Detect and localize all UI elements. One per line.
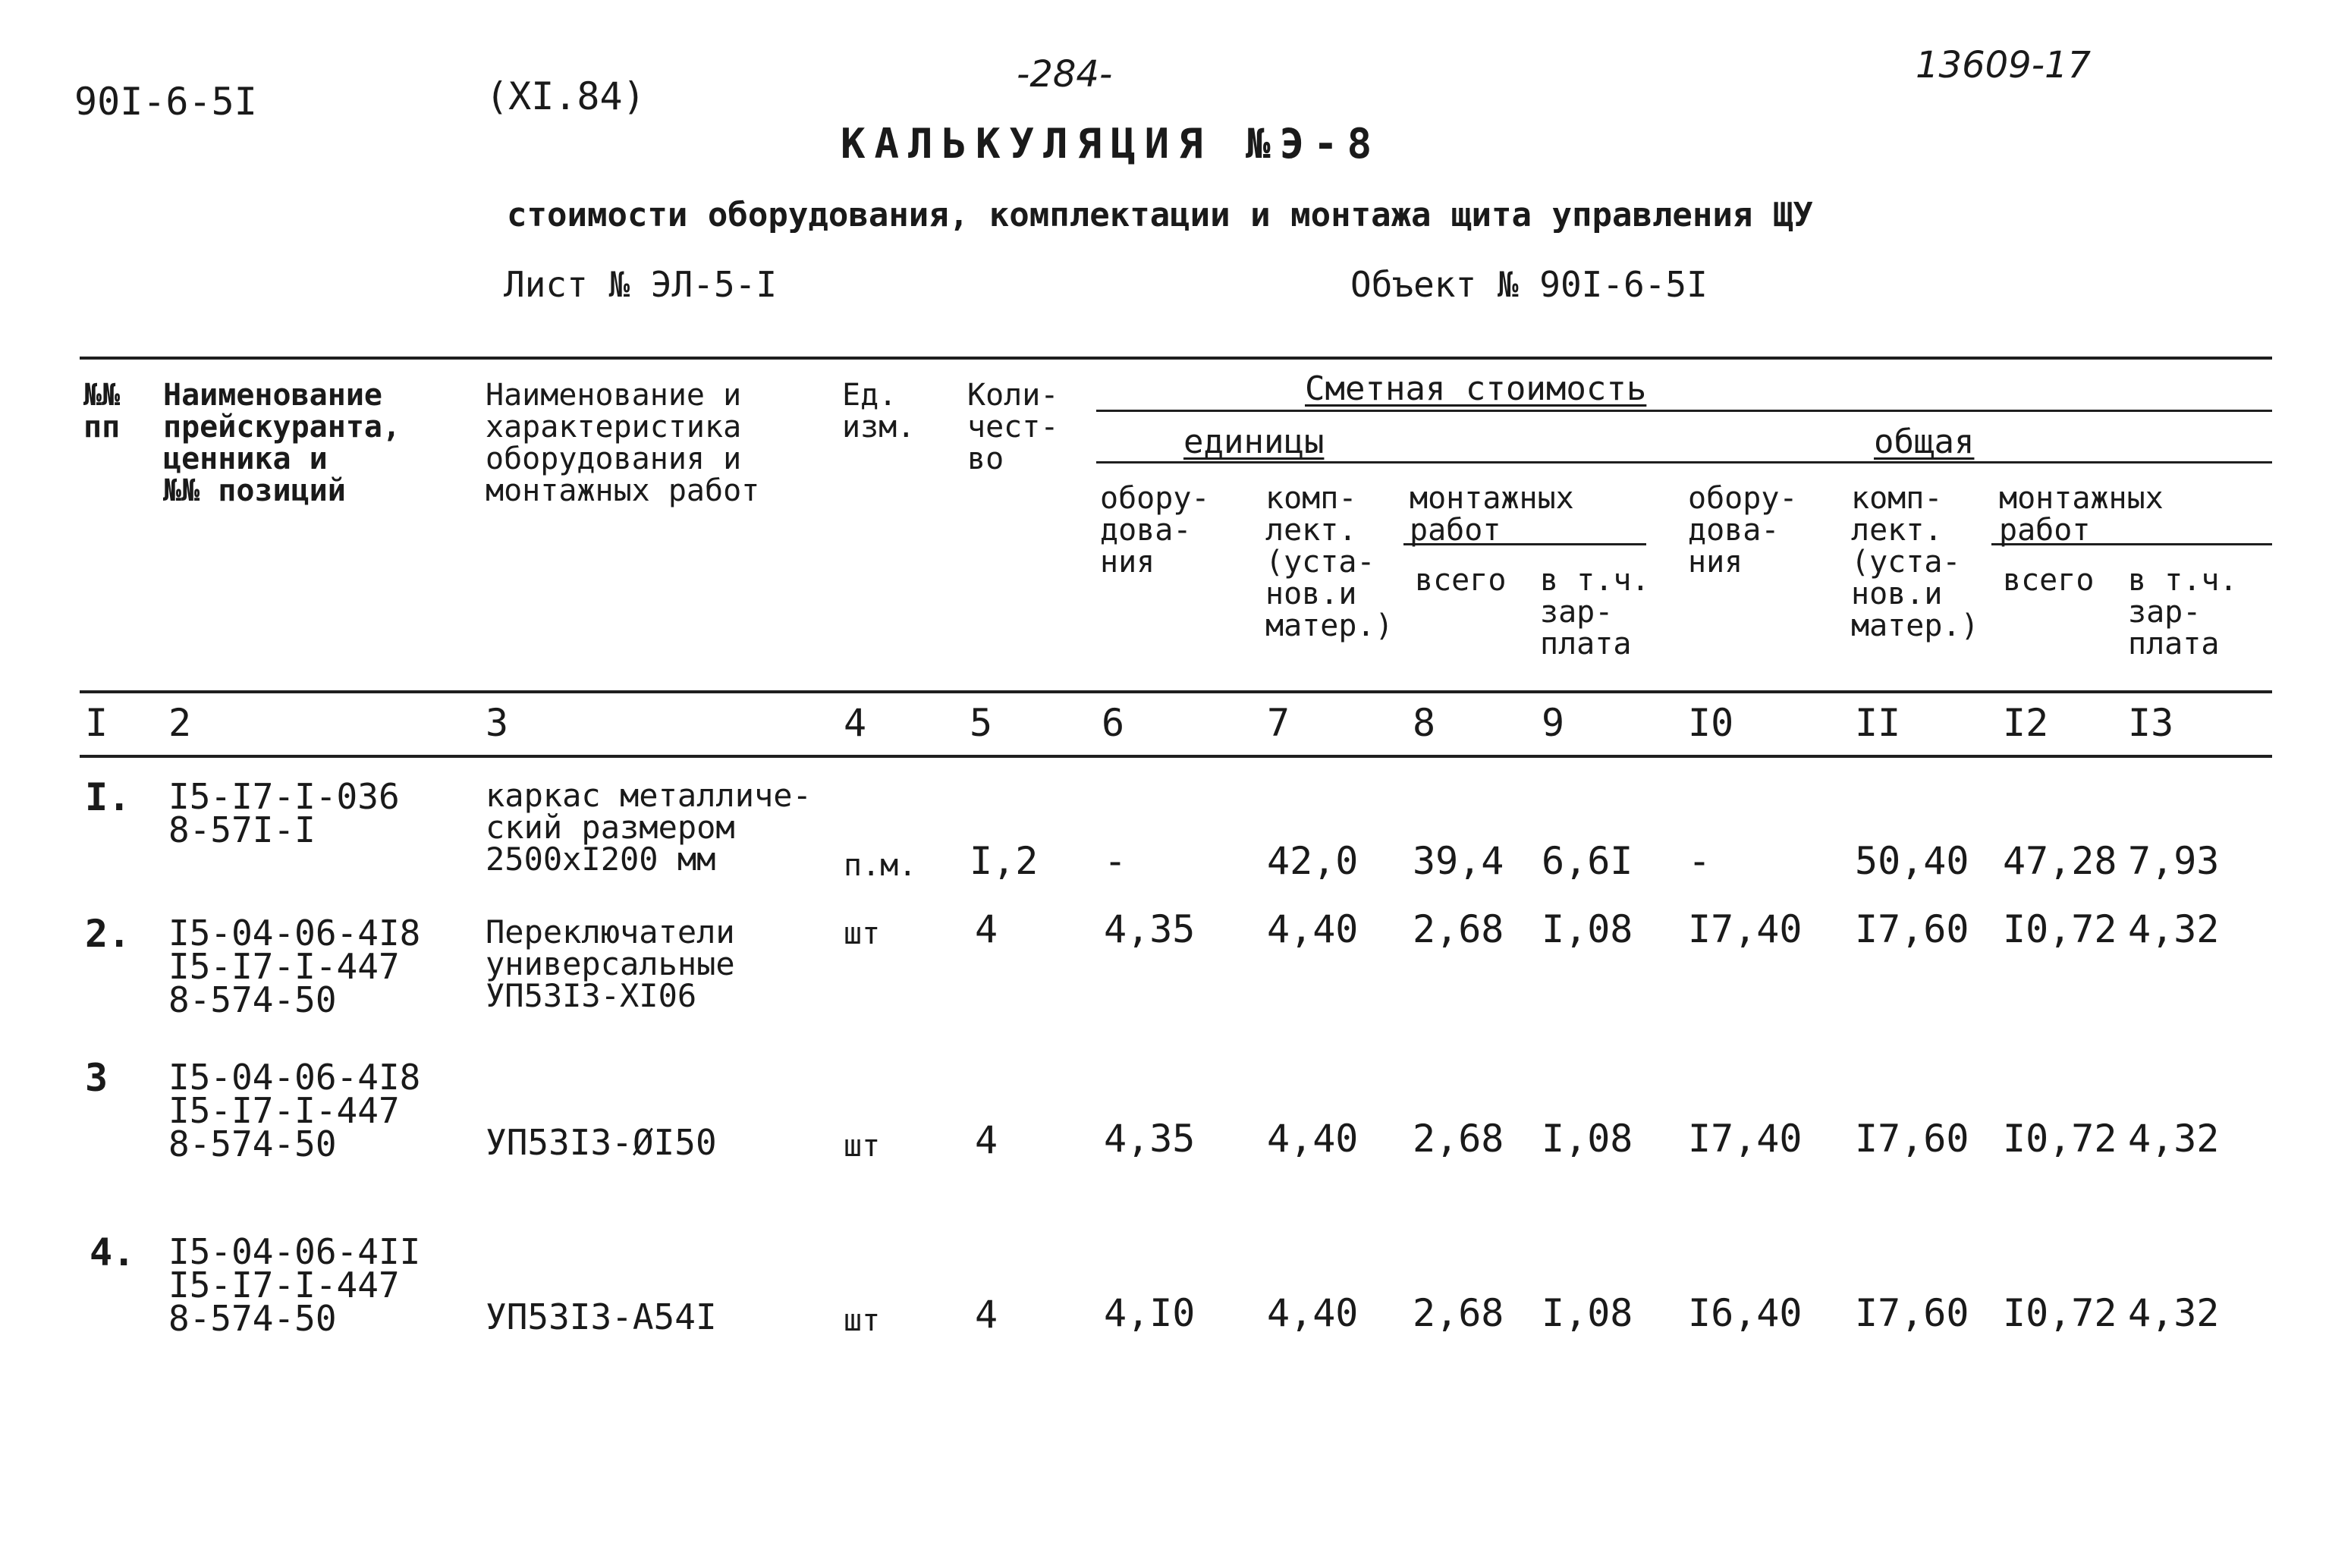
- column-number: 7: [1267, 701, 1290, 745]
- row-unit-installation: 2,68: [1413, 1117, 1504, 1161]
- calc-title: КАЛЬКУЛЯЦИЯ №Э-8: [841, 120, 1381, 168]
- column-number: I: [85, 701, 108, 745]
- header-description: Наименование и характеристика оборудования и монтажных работ: [486, 378, 760, 508]
- table-top-rule: [80, 357, 2272, 360]
- row-unit-wages: I,08: [1542, 1291, 1633, 1335]
- row-total-wages: 4,32: [2128, 1291, 2220, 1335]
- header-total-installation: монтажных работ: [1999, 481, 2164, 548]
- row-description: каркас металличе- ский размером 2500хI200 мм: [486, 777, 812, 878]
- row-total-wages: 7,93: [2128, 839, 2220, 883]
- row-unit-installation: 39,4: [1413, 839, 1504, 883]
- row-unit-completion: 4,40: [1267, 907, 1359, 951]
- row-total-wages: 4,32: [2128, 907, 2220, 951]
- row-codes: I5-04-06-4I8 I5-I7-I-447 8-574-50: [168, 913, 421, 1020]
- column-number: I2: [2003, 701, 2049, 745]
- row-quantity: 4: [975, 907, 998, 951]
- column-number: 9: [1542, 701, 1565, 745]
- row-total-installation: I0,72: [2003, 907, 2117, 951]
- row-total-wages: 4,32: [2128, 1117, 2220, 1161]
- row-unit-completion: 42,0: [1267, 839, 1359, 883]
- column-number: 3: [486, 701, 509, 745]
- row-codes: I5-04-06-4I8 I5-I7-I-447 8-574-50: [168, 1057, 421, 1164]
- row-codes: I5-I7-I-036 8-57I-I: [168, 776, 400, 850]
- row-unit-completion: 4,40: [1267, 1291, 1359, 1335]
- row-description: УП53I3-ØI50: [486, 1122, 717, 1163]
- archive-number: 13609-17: [1916, 44, 2092, 86]
- row-total-equipment: I7,40: [1688, 907, 1803, 951]
- column-number: II: [1855, 701, 1901, 745]
- column-number: I0: [1688, 701, 1734, 745]
- row-total-installation: I0,72: [2003, 1291, 2117, 1335]
- row-quantity: 4: [975, 1118, 998, 1162]
- row-number: 2.: [85, 912, 131, 956]
- row-total-installation: I0,72: [2003, 1117, 2117, 1161]
- doc-date: (XI.84): [486, 74, 646, 118]
- row-unit: шт: [844, 1129, 881, 1164]
- column-number: 8: [1413, 701, 1436, 745]
- row-description: УП53I3-A54I: [486, 1296, 717, 1337]
- column-number: 6: [1102, 701, 1125, 745]
- row-total-installation: 47,28: [2003, 839, 2117, 883]
- colnum-bottom-rule: [80, 755, 2272, 758]
- row-unit-wages: I,08: [1542, 1117, 1633, 1161]
- row-unit-wages: 6,6I: [1542, 839, 1633, 883]
- header-unit-inst-wages: в т.ч. зар- плата: [1540, 563, 1650, 661]
- row-unit: шт: [844, 1303, 881, 1338]
- row-description: Переключатели универсальные УП53I3-XI06: [486, 913, 735, 1014]
- row-number: 4.: [90, 1230, 136, 1274]
- header-total-inst-total: всего: [2003, 563, 2095, 598]
- header-per-unit: единицы: [1183, 423, 1325, 461]
- header-price-list: Наименование прейскуранта, ценника и №№ позиций: [163, 378, 401, 508]
- row-unit-installation: 2,68: [1413, 907, 1504, 951]
- row-unit-equipment: 4,35: [1104, 907, 1196, 951]
- doc-code: 90I-6-5I: [74, 80, 257, 124]
- header-estimated-cost: Сметная стоимость: [1305, 369, 1647, 408]
- row-total-completion: I7,60: [1855, 1117, 1969, 1161]
- row-total-completion: 50,40: [1855, 839, 1969, 883]
- row-unit-equipment: 4,I0: [1104, 1291, 1196, 1335]
- row-total-completion: I7,60: [1855, 1291, 1969, 1335]
- calc-subtitle: стоимости оборудования, комплектации и монтажа щита управления ЩУ: [507, 196, 1813, 234]
- row-number: I.: [85, 775, 131, 819]
- header-unit-completion: комп- лект. (уста- нов.и матер.): [1265, 481, 1394, 643]
- group-rule-2: [1096, 461, 2272, 463]
- header-unit-inst-total: всего: [1415, 563, 1507, 598]
- object-number: Объект № 90I-6-5I: [1350, 264, 1708, 305]
- header-unit-equipment: обору- дова- ния: [1100, 481, 1210, 580]
- row-unit-equipment: -: [1104, 839, 1127, 883]
- sheet-number: Лист № ЭЛ-5-I: [504, 264, 778, 305]
- header-unit-installation: монтажных работ: [1410, 481, 1574, 548]
- header-total: общая: [1874, 423, 1975, 461]
- row-number: 3: [85, 1056, 108, 1100]
- header-unit: Ед. изм.: [842, 378, 916, 445]
- header-total-inst-wages: в т.ч. зар- плата: [2128, 563, 2238, 661]
- row-unit: п.м.: [844, 848, 917, 883]
- row-quantity: 4: [975, 1293, 998, 1337]
- header-quantity: Коли- чест- во: [967, 378, 1059, 476]
- column-number: 5: [970, 701, 993, 745]
- row-total-equipment: I6,40: [1688, 1291, 1803, 1335]
- row-unit-completion: 4,40: [1267, 1117, 1359, 1161]
- group-rule-1: [1096, 410, 2272, 412]
- page-number: -284-: [1017, 53, 1113, 96]
- header-total-completion: комп- лект. (уста- нов.и матер.): [1851, 481, 1979, 643]
- row-unit: шт: [844, 916, 881, 951]
- column-number: 2: [168, 701, 192, 745]
- row-codes: I5-04-06-4II I5-I7-I-447 8-574-50: [168, 1231, 421, 1339]
- row-quantity: I,2: [970, 839, 1039, 883]
- row-total-equipment: -: [1688, 839, 1711, 883]
- column-number: 4: [844, 701, 867, 745]
- column-number: I3: [2128, 701, 2174, 745]
- header-bottom-rule: [80, 690, 2272, 693]
- header-total-equipment: обору- дова- ния: [1688, 481, 1798, 580]
- header-col-number: №№ пп: [83, 378, 121, 445]
- row-unit-equipment: 4,35: [1104, 1117, 1196, 1161]
- row-total-equipment: I7,40: [1688, 1117, 1803, 1161]
- row-unit-wages: I,08: [1542, 907, 1633, 951]
- row-total-completion: I7,60: [1855, 907, 1969, 951]
- row-unit-installation: 2,68: [1413, 1291, 1504, 1335]
